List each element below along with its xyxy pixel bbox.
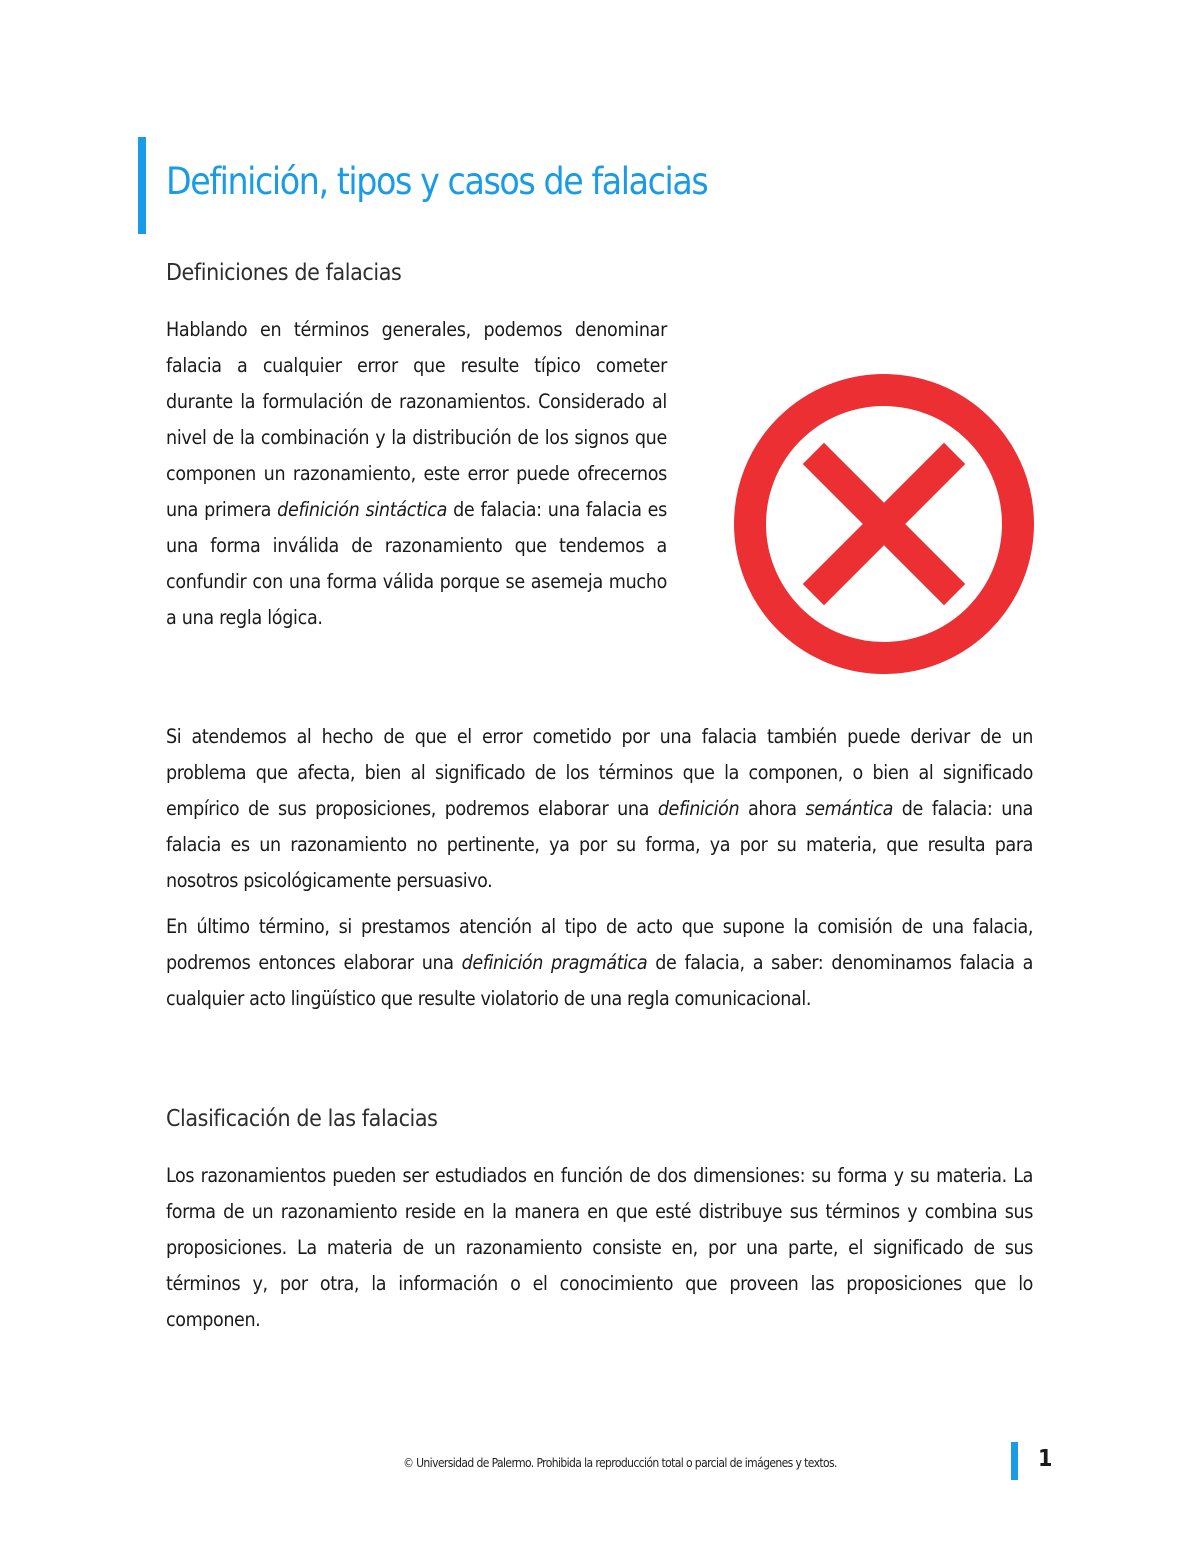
emphasis-semantica: semántica xyxy=(805,797,893,820)
emphasis-definicion-sintactica: definición sintáctica xyxy=(277,498,448,521)
section-heading-clasificacion: Clasificación de las falacias xyxy=(166,1106,438,1132)
paragraph-definicion-semantica: Si atendemos al hecho de que el error cometido por una falacia también puede derivar de un problema que afecta, bien al significado de los términos que la componen, o bien al significado empírico de sus proposiciones, podremos elaborar una definición ahora semántica de falacia: una falacia es un razonamiento no pertinente, ya por su forma, ya por su materia, que resulta para nosotros psicológicamente persuasivo. xyxy=(166,725,1034,892)
red-x-circle-icon xyxy=(732,372,1036,676)
paragraph-clasificacion: Los razonamientos pueden ser estudiados en función de dos dimensiones: su forma y su materia. La forma de un razonamiento reside en la manera en que esté distribuye sus términos y combina sus proposiciones. La materia de un razonamiento consiste en, por una parte, el significado de sus términos y, por otra, la información o el conocimiento que proveen las proposiciones que lo componen. xyxy=(166,1164,1033,1331)
paragraph-definicion-pragmatica: En último término, si prestamos atención al tipo de acto que supone la comisión de una falacia, podremos entonces elaborar una definición pragmática de falacia, a saber: denominamos falacia a cualquier acto lingüístico que resulte violatorio de una regla comunicacional. xyxy=(166,915,1034,1010)
title-accent-bar xyxy=(138,137,146,234)
emphasis-definicion: definición xyxy=(657,797,740,820)
page-number: 1 xyxy=(1038,1446,1053,1472)
footer-accent-bar xyxy=(1011,1442,1018,1480)
footer-copyright: © Universidad de Palermo. Prohibida la reproducción total o parcial de imágenes y textos. xyxy=(403,1456,837,1470)
paragraph-definicion-sintactica: Hablando en términos generales, podemos denominar falacia a cualquier error que resulte típico cometer durante la formulación de razonamientos. Considerado al nivel de la combinación y la distribución de los signos que componen un razonamiento, este error puede ofrecernos una primera definición sintáctica de falacia: una falacia es una forma inválida de razonamiento que tendemos a confundir con una forma válida porque se asemeja mucho a una regla lógica. xyxy=(166,318,668,629)
emphasis-definicion-pragmatica: definición pragmática xyxy=(461,951,648,974)
document-title: Definición, tipos y casos de falacias xyxy=(166,160,708,203)
section-heading-definiciones: Definiciones de falacias xyxy=(166,260,402,286)
